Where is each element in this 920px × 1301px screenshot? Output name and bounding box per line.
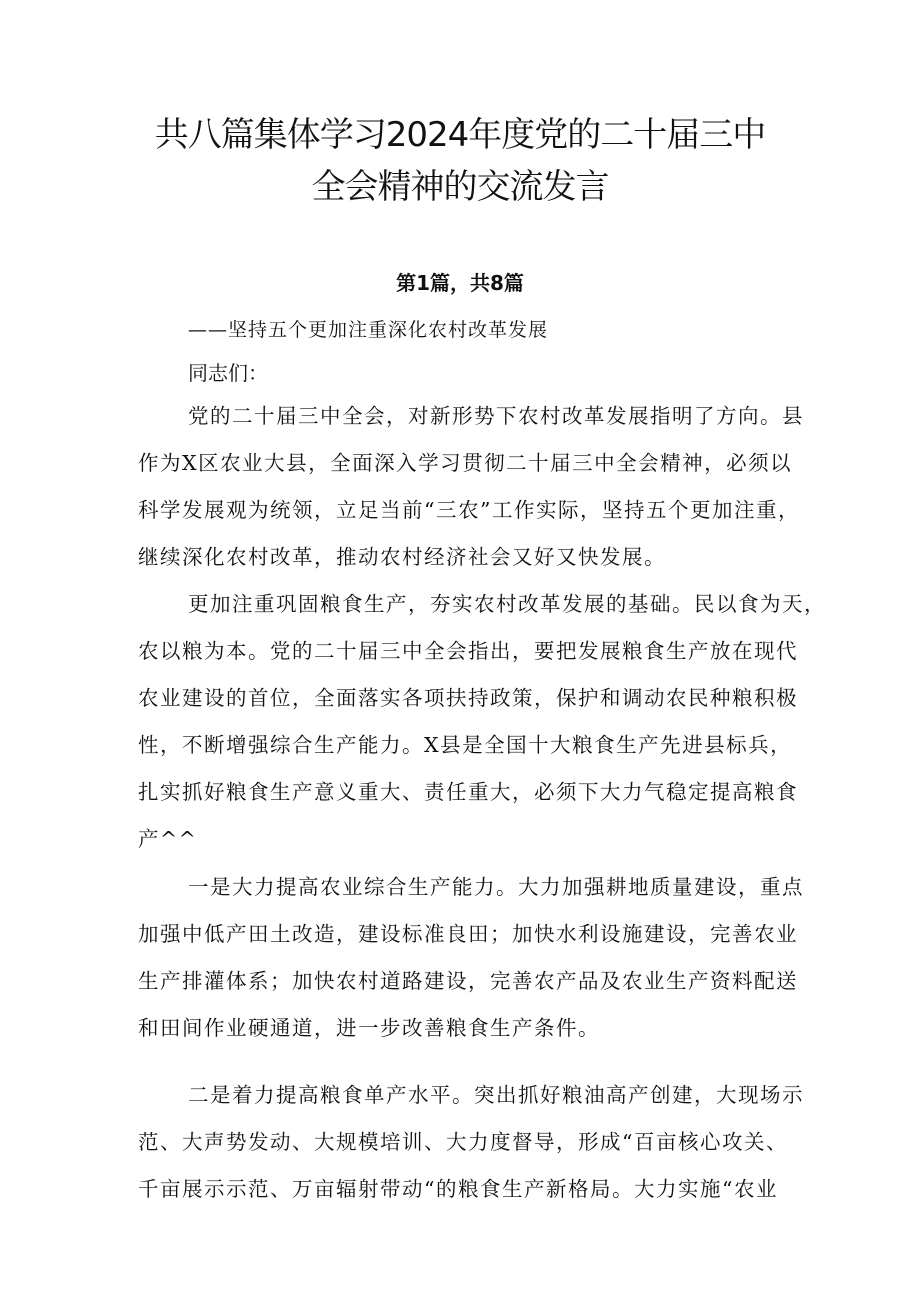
body-line: 扎实抓好粮食生产意义重大、责任重大，必须下大力气稳定提高粮食 xyxy=(138,780,798,804)
body-line: 加强中低产田土改造，建设标准良田；加快水利设施建设，完善农业 xyxy=(138,922,798,946)
document-title-line-2: 全会精神的交流发言 xyxy=(311,167,609,207)
body-line: 二是着力提高粮食单产水平。突出抓好粮油高产创建，大现场示 xyxy=(188,1083,804,1107)
body-line: 产^^ xyxy=(138,827,198,851)
document-title-line-1: 共八篇集体学习2024年度党的二十届三中 xyxy=(154,115,766,155)
body-line: 千亩展示示范、万亩辐射带动“的粮食生产新格局。大力实施“农业 xyxy=(138,1177,778,1201)
salutation: 同志们： xyxy=(188,361,268,385)
body-line: 农以粮为本。党的二十届三中全会指出，要把发展粮食生产放在现代 xyxy=(138,639,798,663)
section-heading: 第1篇，共8篇 xyxy=(396,271,524,295)
body-line: 继续深化农村改革，推动农村经济社会又好又快发展。 xyxy=(138,545,666,569)
body-line: 作为X区农业大县，全面深入学习贯彻二十届三中全会精神，必须以 xyxy=(138,451,793,475)
body-line: 性，不断增强综合生产能力。X县是全国十大粮食生产先进县标兵， xyxy=(138,733,793,757)
body-line: 生产排灌体系；加快农村道路建设，完善农产品及农业生产资料配送 xyxy=(138,969,798,993)
body-line: 党的二十届三中全会，对新形势下农村改革发展指明了方向。县 xyxy=(188,404,804,428)
body-line: 科学发展观为统领，立足当前“三农”工作实际，坚持五个更加注重， xyxy=(138,498,800,522)
body-line: 和田间作业硬通道，进一步改善粮食生产条件。 xyxy=(138,1016,600,1040)
body-line: 农业建设的首位，全面落实各项扶持政策，保护和调动农民种粮积极 xyxy=(138,686,798,710)
body-line: 一是大力提高农业综合生产能力。大力加强耕地质量建设，重点 xyxy=(188,875,804,899)
body-line: 更加注重巩固粮食生产，夯实农村改革发展的基础。民以食为天， xyxy=(188,592,826,616)
section-subtitle: ——坚持五个更加注重深化农村改革发展 xyxy=(188,319,549,341)
body-line: 范、大声势发动、大规模培训、大力度督导，形成“百亩核心攻关、 xyxy=(138,1130,788,1154)
